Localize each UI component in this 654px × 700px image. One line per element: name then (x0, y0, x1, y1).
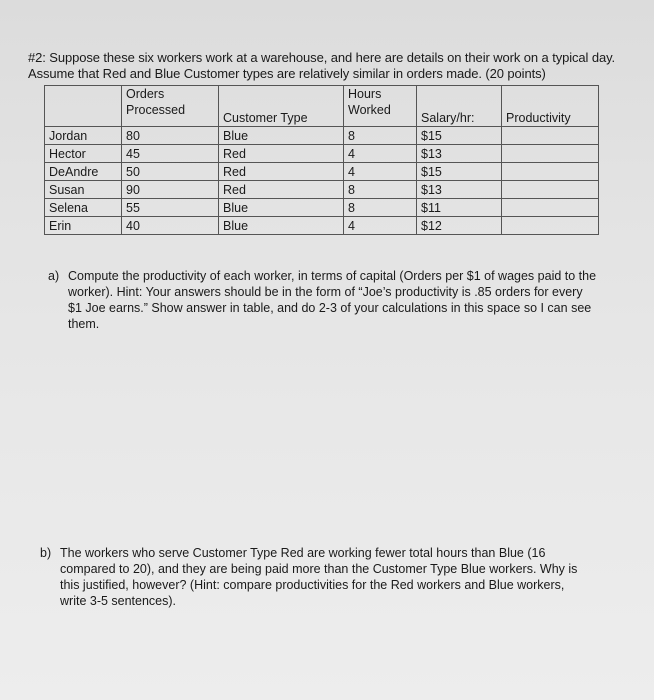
header-productivity: Productivity (502, 86, 599, 127)
cell-customer-type: Blue (219, 199, 344, 217)
cell-name: Hector (45, 145, 122, 163)
table-header-row (45, 86, 599, 127)
cell-salary: $15 (417, 163, 502, 181)
cell-name: Susan (45, 181, 122, 199)
table-row (45, 181, 599, 199)
cell-name: Selena (45, 199, 122, 217)
header-salary: Salary/hr: (417, 86, 502, 127)
question-a-line-4: them. (68, 317, 100, 331)
header-hours (344, 86, 417, 127)
header-orders (122, 86, 219, 127)
cell-orders: 45 (122, 145, 219, 163)
cell-orders: 80 (122, 127, 219, 145)
question-b (40, 545, 620, 609)
cell-productivity[interactable] (502, 217, 599, 235)
cell-hours: 4 (344, 163, 417, 181)
question-b-label: b) (40, 546, 52, 560)
question-b-line-4: write 3-5 sentences). (60, 594, 177, 608)
question-b-line-3: this justified, however? (Hint: compare productivities for the Red workers and Blue workers, (60, 578, 565, 592)
cell-salary: $15 (417, 127, 502, 145)
cell-hours: 8 (344, 127, 417, 145)
cell-productivity[interactable] (502, 199, 599, 217)
header-customer-type: Customer Type (219, 86, 344, 127)
heading-line-1: #2: Suppose these six workers work at a warehouse, and here are details on their work on a typical day. (28, 50, 616, 65)
header-hours-line-2: Worked (348, 103, 391, 117)
cell-salary: $13 (417, 145, 502, 163)
cell-hours: 4 (344, 145, 417, 163)
cell-salary: $12 (417, 217, 502, 235)
cell-salary: $11 (417, 199, 502, 217)
cell-name: Erin (45, 217, 122, 235)
cell-hours: 8 (344, 181, 417, 199)
table-row (45, 199, 599, 217)
question-a-line-3: $1 Joe earns.” Show answer in table, and do 2-3 of your calculations in this space so I can see (68, 301, 592, 315)
cell-name: Jordan (45, 127, 122, 145)
cell-customer-type: Blue (219, 217, 344, 235)
header-orders-line-2: Processed (126, 103, 186, 117)
cell-orders: 50 (122, 163, 219, 181)
cell-orders: 90 (122, 181, 219, 199)
question-heading (28, 50, 628, 82)
cell-productivity[interactable] (502, 127, 599, 145)
cell-orders: 55 (122, 199, 219, 217)
table-row (45, 163, 599, 181)
question-a-line-2: worker). Hint: Your answers should be in the form of “Joe’s productivity is .85 orders for every (68, 285, 583, 299)
cell-productivity[interactable] (502, 181, 599, 199)
question-a (48, 268, 618, 332)
table-row (45, 127, 599, 145)
question-b-text (60, 545, 620, 609)
question-a-text (68, 268, 618, 332)
cell-hours: 4 (344, 217, 417, 235)
workers-table (44, 85, 599, 235)
cell-customer-type: Red (219, 163, 344, 181)
cell-orders: 40 (122, 217, 219, 235)
cell-productivity[interactable] (502, 163, 599, 181)
table-row (45, 145, 599, 163)
header-hours-line-1: Hours (348, 87, 382, 101)
cell-customer-type: Red (219, 145, 344, 163)
heading-line-2: Assume that Red and Blue Customer types are relatively similar in orders made. (20 points) (28, 66, 546, 81)
question-b-line-2: compared to 20), and they are being paid more than the Customer Type Blue workers. Why is (60, 562, 578, 576)
question-a-line-1: Compute the productivity of each worker, in terms of capital (Orders per $1 of wages paid to the (68, 269, 597, 283)
header-name (45, 86, 122, 127)
cell-customer-type: Blue (219, 127, 344, 145)
question-a-label: a) (48, 269, 60, 283)
cell-salary: $13 (417, 181, 502, 199)
table-row (45, 217, 599, 235)
cell-hours: 8 (344, 199, 417, 217)
cell-name: DeAndre (45, 163, 122, 181)
question-b-line-1: The workers who serve Customer Type Red are working fewer total hours than Blue (16 (60, 546, 546, 560)
cell-customer-type: Red (219, 181, 344, 199)
header-orders-line-1: Orders (126, 87, 165, 101)
cell-productivity[interactable] (502, 145, 599, 163)
